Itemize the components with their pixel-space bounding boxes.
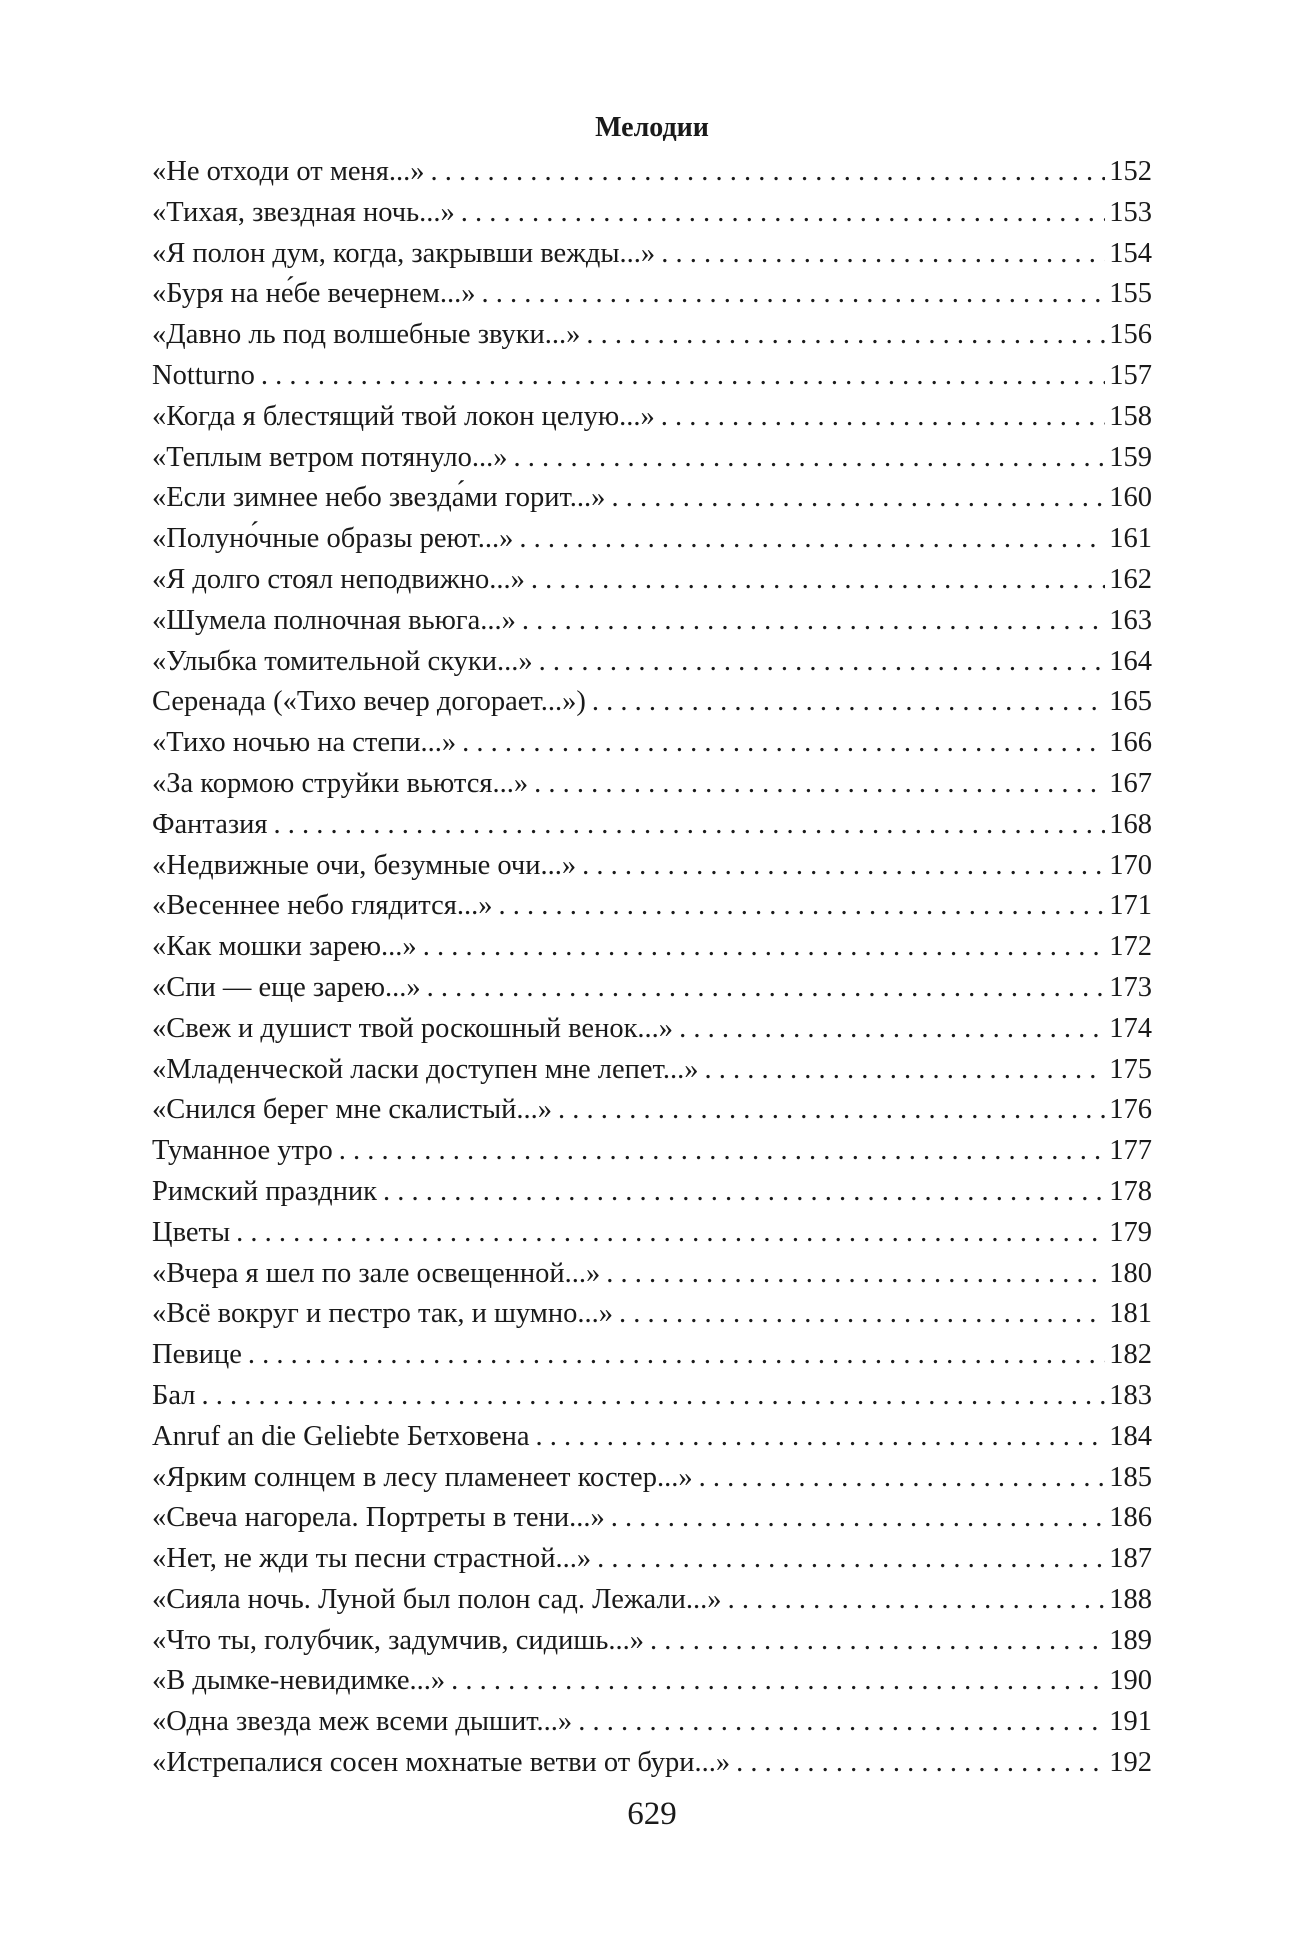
toc-entry-page: 180 xyxy=(1109,1257,1152,1289)
toc-entry-title: «Снился берег мне скалистый...» xyxy=(152,1094,552,1126)
toc-entry-title: «Свеж и душист твой роскошный венок...» xyxy=(152,1012,674,1044)
toc-entry-page: 155 xyxy=(1109,278,1152,310)
toc-entry-page: 156 xyxy=(1109,319,1152,351)
dot-leader xyxy=(699,1458,1106,1499)
toc-entry-title: «Спи — еще зарею...» xyxy=(152,971,421,1003)
toc-entry xyxy=(152,1458,1152,1499)
toc-entry-page: 173 xyxy=(1109,971,1152,1003)
toc-entry-title: «Как мошки зарею...» xyxy=(152,931,417,963)
page-number: 629 xyxy=(627,1796,677,1832)
toc-entry-page: 174 xyxy=(1109,1012,1152,1044)
dot-leader xyxy=(261,356,1105,397)
toc-entry xyxy=(152,968,1152,1009)
toc-entry-title: «Когда я блестящий твой локон целую...» xyxy=(152,400,655,432)
table-of-contents xyxy=(152,152,1152,1784)
dot-leader xyxy=(578,1702,1105,1743)
toc-entry-page: 184 xyxy=(1109,1420,1152,1452)
dot-leader xyxy=(558,1090,1105,1131)
toc-entry xyxy=(152,642,1152,683)
dot-leader xyxy=(427,968,1106,1009)
dot-leader xyxy=(522,601,1105,642)
dot-leader xyxy=(461,193,1106,234)
toc-entry-title: «Истрепалися сосен мохнатые ветви от бури...» xyxy=(152,1747,731,1779)
toc-entry-title: Певице xyxy=(152,1339,242,1371)
toc-entry-title: «За кормою струйки вьются...» xyxy=(152,767,529,799)
toc-entry xyxy=(152,1621,1152,1662)
toc-entry-title: Фантазия xyxy=(152,808,268,840)
toc-entry xyxy=(152,1213,1152,1254)
dot-leader xyxy=(611,1498,1106,1539)
toc-entry-page: 187 xyxy=(1109,1543,1152,1575)
toc-entry xyxy=(152,397,1152,438)
toc-entry-title: «Не отходи от меня...» xyxy=(152,156,425,187)
toc-entry-title: Римский праздник xyxy=(152,1175,378,1207)
toc-entry-page: 172 xyxy=(1109,931,1152,963)
toc-entry xyxy=(152,682,1152,723)
dot-leader xyxy=(534,764,1105,805)
dot-leader xyxy=(619,1294,1105,1335)
toc-entry-title: «Теплым ветром потянуло...» xyxy=(152,441,508,473)
toc-entry-page: 152 xyxy=(1109,156,1152,187)
toc-entry xyxy=(152,1702,1152,1743)
toc-entry-page: 157 xyxy=(1109,359,1152,391)
toc-entry-page: 159 xyxy=(1109,441,1152,473)
dot-leader xyxy=(202,1376,1106,1417)
toc-entry-title: Anruf an die Geliebte Бетховена xyxy=(152,1420,530,1452)
toc-entry-title: Бал xyxy=(152,1379,196,1411)
dot-leader xyxy=(606,1254,1105,1295)
toc-entry-page: 154 xyxy=(1109,237,1152,269)
toc-entry xyxy=(152,1131,1152,1172)
toc-entry xyxy=(152,1050,1152,1091)
toc-entry-title: «Свеча нагорела. Портреты в тени...» xyxy=(152,1502,605,1534)
dot-leader xyxy=(531,560,1105,601)
toc-entry-title: «Что ты, голубчик, задумчив, сидишь...» xyxy=(152,1624,644,1656)
toc-entry-page: 181 xyxy=(1109,1298,1152,1330)
dot-leader xyxy=(274,805,1106,846)
toc-entry xyxy=(152,1254,1152,1295)
toc-entry xyxy=(152,1172,1152,1213)
dot-leader xyxy=(611,478,1105,519)
toc-entry-title: «Улыбка томительной скуки...» xyxy=(152,645,533,677)
toc-entry-title: «Весеннее небо глядится...» xyxy=(152,890,493,922)
toc-entry xyxy=(152,1539,1152,1580)
section-heading: Мелодии xyxy=(595,112,709,143)
toc-entry xyxy=(152,764,1152,805)
toc-entry xyxy=(152,519,1152,560)
dot-leader xyxy=(383,1172,1105,1213)
toc-entry-page: 162 xyxy=(1109,563,1152,595)
toc-entry xyxy=(152,560,1152,601)
toc-entry xyxy=(152,193,1152,234)
toc-entry-title: «Я полон дум, когда, закрывши вежды...» xyxy=(152,237,656,269)
dot-leader xyxy=(661,397,1105,438)
toc-entry-title: «Если зимнее небо звезда́ми горит...» xyxy=(152,482,606,514)
toc-entry xyxy=(152,1090,1152,1131)
toc-entry-title: «Недвижные очи, безумные очи...» xyxy=(152,849,577,881)
toc-entry-page: 183 xyxy=(1109,1379,1152,1411)
toc-entry-title: Туманное утро xyxy=(152,1135,333,1167)
toc-entry xyxy=(152,1376,1152,1417)
dot-leader xyxy=(236,1213,1105,1254)
dot-leader xyxy=(519,519,1105,560)
toc-entry-page: 176 xyxy=(1109,1094,1152,1126)
toc-entry-page: 192 xyxy=(1109,1747,1152,1779)
dot-leader xyxy=(462,723,1105,764)
dot-leader xyxy=(592,682,1105,723)
toc-entry-title: «Сияла ночь. Луной был полон сад. Лежали...» xyxy=(152,1583,722,1615)
toc-entry-page: 160 xyxy=(1109,482,1152,514)
toc-entry-title: Notturno xyxy=(152,359,255,391)
toc-entry-title: Серенада («Тихо вечер догорает...») xyxy=(152,686,586,718)
toc-entry-title: «Тихая, звездная ночь...» xyxy=(152,196,455,228)
toc-entry xyxy=(152,846,1152,887)
toc-entry-page: 153 xyxy=(1109,196,1152,228)
toc-entry-title: «Младенческой ласки доступен мне лепет...» xyxy=(152,1053,699,1085)
toc-entry-title: «Полуно́чные образы реют...» xyxy=(152,523,514,555)
toc-entry-page: 190 xyxy=(1109,1665,1152,1697)
dot-leader xyxy=(431,152,1106,193)
dot-leader xyxy=(339,1131,1105,1172)
toc-entry-page: 179 xyxy=(1109,1216,1152,1248)
toc-entry-title: «Вчера я шел по зале освещенной...» xyxy=(152,1257,601,1289)
toc-entry xyxy=(152,1294,1152,1335)
toc-entry-title: «Одна звезда меж всеми дышит...» xyxy=(152,1706,573,1738)
toc-entry-title: «Я долго стоял неподвижно...» xyxy=(152,563,525,595)
toc-entry-page: 177 xyxy=(1109,1135,1152,1167)
toc-entry xyxy=(152,927,1152,968)
toc-entry-title: «Давно ль под волшебные звуки...» xyxy=(152,319,581,351)
toc-entry xyxy=(152,356,1152,397)
dot-leader xyxy=(498,886,1105,927)
dot-leader xyxy=(582,846,1105,887)
toc-entry-title: «Шумела полночная вьюга...» xyxy=(152,604,516,636)
toc-entry-page: 191 xyxy=(1109,1706,1152,1738)
dot-leader xyxy=(650,1621,1105,1662)
toc-entry-page: 186 xyxy=(1109,1502,1152,1534)
dot-leader xyxy=(514,438,1106,479)
toc-entry-page: 168 xyxy=(1109,808,1152,840)
toc-entry-title: «Ярким солнцем в лесу пламенеет костер...» xyxy=(152,1461,693,1493)
toc-entry-page: 189 xyxy=(1109,1624,1152,1656)
dot-leader xyxy=(248,1335,1105,1376)
dot-leader xyxy=(597,1539,1105,1580)
toc-entry-title: «Нет, не жди ты песни страстной...» xyxy=(152,1543,592,1575)
toc-entry-page: 182 xyxy=(1109,1339,1152,1371)
toc-entry xyxy=(152,438,1152,479)
toc-entry-title: Цветы xyxy=(152,1216,231,1248)
dot-leader xyxy=(728,1580,1106,1621)
toc-entry xyxy=(152,1335,1152,1376)
toc-entry-page: 170 xyxy=(1109,849,1152,881)
toc-entry xyxy=(152,1743,1152,1784)
dot-leader xyxy=(661,234,1105,275)
dot-leader xyxy=(704,1050,1105,1091)
toc-entry xyxy=(152,1009,1152,1050)
toc-entry xyxy=(152,723,1152,764)
toc-entry-title: «Всё вокруг и пестро так, и шумно...» xyxy=(152,1298,613,1330)
dot-leader xyxy=(736,1743,1105,1784)
toc-entry-title: «Буря на не́бе вечернем...» xyxy=(152,278,476,310)
toc-entry xyxy=(152,1498,1152,1539)
toc-entry-page: 171 xyxy=(1109,890,1152,922)
toc-entry xyxy=(152,1417,1152,1458)
toc-entry xyxy=(152,886,1152,927)
toc-entry xyxy=(152,274,1152,315)
toc-entry-page: 178 xyxy=(1109,1175,1152,1207)
toc-entry-page: 175 xyxy=(1109,1053,1152,1085)
toc-entry xyxy=(152,1661,1152,1702)
toc-entry-title: «В дымке-невидимке...» xyxy=(152,1665,446,1697)
dot-leader xyxy=(482,274,1106,315)
dot-leader xyxy=(679,1009,1105,1050)
toc-entry xyxy=(152,152,1152,193)
toc-entry xyxy=(152,601,1152,642)
dot-leader xyxy=(536,1417,1106,1458)
toc-entry xyxy=(152,478,1152,519)
toc-entry-page: 164 xyxy=(1109,645,1152,677)
toc-entry-page: 188 xyxy=(1109,1583,1152,1615)
toc-entry-page: 166 xyxy=(1109,727,1152,759)
toc-entry-title: «Тихо ночью на степи...» xyxy=(152,727,457,759)
dot-leader xyxy=(423,927,1106,968)
toc-entry xyxy=(152,234,1152,275)
toc-entry xyxy=(152,805,1152,846)
toc-entry-page: 185 xyxy=(1109,1461,1152,1493)
dot-leader xyxy=(451,1661,1105,1702)
dot-leader xyxy=(539,642,1106,683)
toc-entry xyxy=(152,315,1152,356)
dot-leader xyxy=(586,315,1105,356)
toc-entry-page: 161 xyxy=(1109,523,1152,555)
toc-entry-page: 163 xyxy=(1109,604,1152,636)
toc-entry-page: 167 xyxy=(1109,767,1152,799)
toc-entry-page: 158 xyxy=(1109,400,1152,432)
toc-entry xyxy=(152,1580,1152,1621)
toc-entry-page: 165 xyxy=(1109,686,1152,718)
